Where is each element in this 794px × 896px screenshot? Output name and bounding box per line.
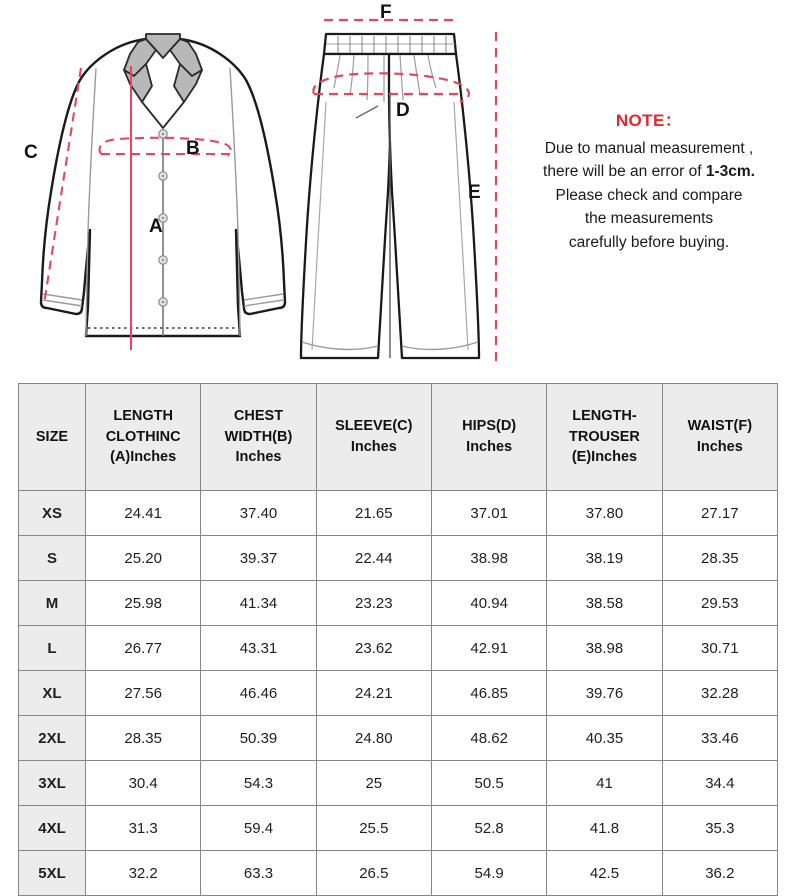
cell-3xl-sleeve: 25 (316, 761, 431, 806)
cell-2xl-chest_width: 50.39 (201, 716, 316, 761)
cell-s-length_trouser: 38.19 (547, 536, 662, 581)
table-row (19, 626, 778, 671)
note-line-2-text: there will be an error of (543, 163, 706, 181)
table-header-sleeve (316, 384, 431, 491)
table-header-row (19, 384, 778, 491)
table-header-length_clothing-line-3: (A)Inches (110, 449, 177, 466)
table-header-length_trouser (547, 384, 662, 491)
marker-f-label: F (380, 2, 392, 23)
table-header-hips-line-2: Inches (466, 439, 513, 455)
size-chart-table-container (18, 383, 778, 896)
pajama-trouser-diagram (296, 2, 516, 376)
size-cell-4xl: 4XL (19, 806, 86, 851)
size-cell-s: S (19, 536, 86, 581)
table-header-chest_width-line-2: WIDTH(B) (224, 428, 293, 445)
cell-4xl-length_clothing: 31.3 (86, 806, 201, 851)
pajama-shirt-diagram (18, 6, 308, 374)
table-header (19, 384, 778, 491)
marker-a-label: A (149, 216, 163, 237)
cell-5xl-length_trouser: 42.5 (547, 851, 662, 896)
cell-2xl-waist: 33.46 (662, 716, 777, 761)
note-line-4: the measurements (584, 210, 714, 228)
cell-xs-chest_width: 37.40 (201, 491, 316, 536)
cell-xl-hips: 46.85 (431, 671, 546, 716)
table-row (19, 536, 778, 581)
table-body (19, 491, 778, 896)
table-header-sleeve-line-1: SLEEVE(C) (335, 418, 413, 435)
table-header-length_trouser-line-1: LENGTH- (572, 408, 637, 425)
cell-s-waist: 28.35 (662, 536, 777, 581)
marker-c-label: C (24, 142, 38, 163)
cell-l-length_trouser: 38.98 (547, 626, 662, 671)
table-row (19, 491, 778, 536)
note-line-5: carefully before buying. (568, 234, 730, 252)
cell-5xl-length_clothing: 32.2 (86, 851, 201, 896)
trouser-svg (296, 2, 516, 376)
cell-3xl-waist: 34.4 (662, 761, 777, 806)
cell-xl-sleeve: 24.21 (316, 671, 431, 716)
cell-l-chest_width: 43.31 (201, 626, 316, 671)
cell-4xl-chest_width: 59.4 (201, 806, 316, 851)
cell-xl-length_trouser: 39.76 (547, 671, 662, 716)
size-cell-5xl: 5XL (19, 851, 86, 896)
cell-xl-waist: 32.28 (662, 671, 777, 716)
cell-m-length_clothing: 25.98 (86, 581, 201, 626)
cell-4xl-hips: 52.8 (431, 806, 546, 851)
cell-4xl-waist: 35.3 (662, 806, 777, 851)
table-header-waist (662, 384, 777, 491)
table-row (19, 716, 778, 761)
cell-s-sleeve: 22.44 (316, 536, 431, 581)
illustration-area (0, 0, 794, 378)
table-header-sleeve-line-2: Inches (350, 439, 397, 455)
cell-5xl-waist: 36.2 (662, 851, 777, 896)
table-header-hips-line-1: HIPS(D) (462, 418, 517, 435)
table-header-chest_width-line-3: Inches (235, 449, 282, 466)
cell-4xl-sleeve: 25.5 (316, 806, 431, 851)
table-header-chest_width-line-1: CHEST (233, 408, 284, 425)
size-cell-3xl: 3XL (19, 761, 86, 806)
cell-xl-length_clothing: 27.56 (86, 671, 201, 716)
cell-5xl-chest_width: 63.3 (201, 851, 316, 896)
cell-m-waist: 29.53 (662, 581, 777, 626)
table-header-chest_width (201, 384, 316, 491)
cell-2xl-hips: 48.62 (431, 716, 546, 761)
cell-m-length_trouser: 38.58 (547, 581, 662, 626)
cell-l-length_clothing: 26.77 (86, 626, 201, 671)
marker-b-label: B (186, 138, 200, 159)
note-line-1: Due to manual measurement , (544, 139, 754, 157)
table-row (19, 806, 778, 851)
table-header-size-line-1: SIZE (35, 428, 69, 445)
note-line-2 (508, 160, 790, 184)
size-cell-xl: XL (19, 671, 86, 716)
size-cell-xs: XS (19, 491, 86, 536)
marker-e-label: E (468, 182, 481, 203)
table-row (19, 761, 778, 806)
cell-xs-length_trouser: 37.80 (547, 491, 662, 536)
table-header-length_clothing-line-1: LENGTH (113, 408, 173, 425)
size-chart-table (18, 383, 778, 896)
note-tolerance-value: 1-3cm. (705, 163, 755, 181)
table-header-waist-line-1: WAIST(F) (687, 418, 753, 435)
cell-xs-length_clothing: 24.41 (86, 491, 201, 536)
table-header-waist-line-2: Inches (696, 439, 743, 455)
cell-xs-hips: 37.01 (431, 491, 546, 536)
cell-5xl-hips: 54.9 (431, 851, 546, 896)
cell-m-chest_width: 41.34 (201, 581, 316, 626)
cell-l-waist: 30.71 (662, 626, 777, 671)
cell-xs-sleeve: 21.65 (316, 491, 431, 536)
cell-s-length_clothing: 25.20 (86, 536, 201, 581)
size-cell-m: M (19, 581, 86, 626)
table-row (19, 671, 778, 716)
table-header-length_clothing (86, 384, 201, 491)
note-line-3: Please check and compare (555, 186, 743, 204)
table-header-length_clothing-line-2: CLOTHINC (105, 428, 181, 445)
cell-3xl-length_trouser: 41 (547, 761, 662, 806)
note-heading: NOTE： (615, 111, 683, 130)
table-row (19, 581, 778, 626)
cell-m-hips: 40.94 (431, 581, 546, 626)
cell-2xl-length_clothing: 28.35 (86, 716, 201, 761)
cell-2xl-length_trouser: 40.35 (547, 716, 662, 761)
cell-l-sleeve: 23.62 (316, 626, 431, 671)
cell-3xl-hips: 50.5 (431, 761, 546, 806)
shirt-svg (18, 6, 308, 374)
cell-3xl-chest_width: 54.3 (201, 761, 316, 806)
cell-s-chest_width: 39.37 (201, 536, 316, 581)
table-header-size (19, 384, 86, 491)
size-cell-2xl: 2XL (19, 716, 86, 761)
cell-5xl-sleeve: 26.5 (316, 851, 431, 896)
table-header-length_trouser-line-2: TROUSER (569, 428, 640, 445)
cell-l-hips: 42.91 (431, 626, 546, 671)
cell-3xl-length_clothing: 30.4 (86, 761, 201, 806)
cell-m-sleeve: 23.23 (316, 581, 431, 626)
cell-xs-waist: 27.17 (662, 491, 777, 536)
size-cell-l: L (19, 626, 86, 671)
marker-d-label: D (396, 100, 410, 121)
note-block (508, 108, 790, 255)
cell-s-hips: 38.98 (431, 536, 546, 581)
cell-2xl-sleeve: 24.80 (316, 716, 431, 761)
table-header-hips (431, 384, 546, 491)
cell-4xl-length_trouser: 41.8 (547, 806, 662, 851)
table-header-length_trouser-line-3: (E)Inches (571, 449, 638, 466)
table-row (19, 851, 778, 896)
cell-xl-chest_width: 46.46 (201, 671, 316, 716)
